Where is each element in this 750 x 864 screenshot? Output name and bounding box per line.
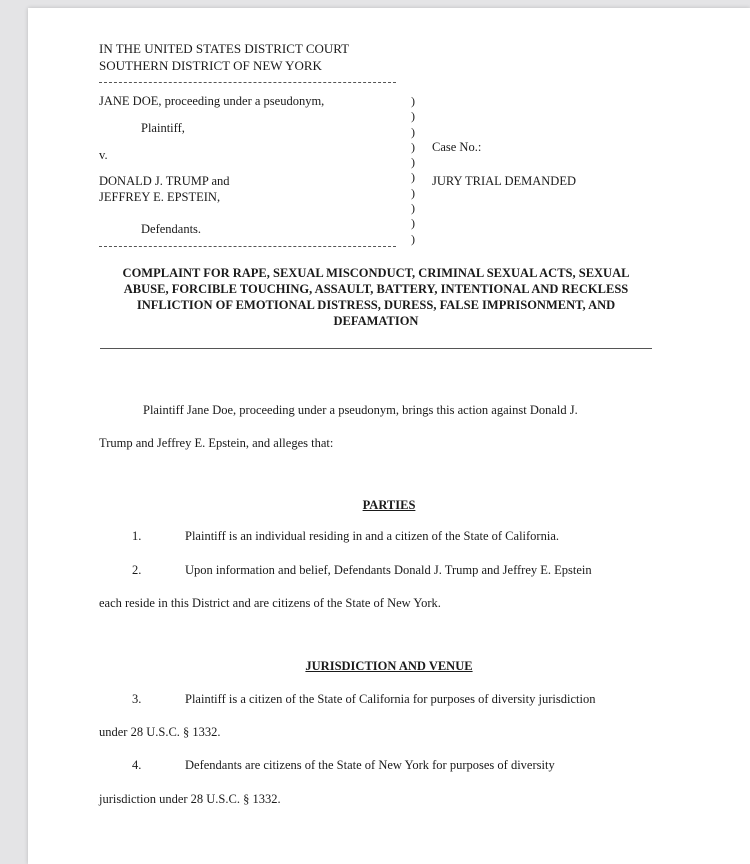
- paragraph-text: Plaintiff is an individual residing in and a citizen of the State of California.: [185, 529, 559, 543]
- paragraph-number: 4.: [132, 758, 142, 772]
- court-name: IN THE UNITED STATES DISTRICT COURT: [99, 41, 350, 56]
- paragraph-continuation: under 28 U.S.C. § 1332.: [99, 725, 221, 739]
- jury-trial-demand: JURY TRIAL DEMANDED: [432, 174, 576, 188]
- paragraph-continuation: jurisdiction under 28 U.S.C. § 1332.: [99, 792, 281, 806]
- case-number-label: Case No.:: [432, 140, 482, 154]
- defendant-trump: DONALD J. TRUMP and: [99, 174, 230, 188]
- paragraph-text: Plaintiff is a citizen of the State of California for purposes of diversity jurisdiction: [185, 692, 596, 706]
- plaintiff-role: Plaintiff,: [141, 121, 185, 135]
- paragraph-number: 1.: [132, 529, 142, 543]
- intro-line-2: Trump and Jeffrey E. Epstein, and alleges that:: [99, 436, 334, 450]
- defendant-epstein: JEFFREY E. EPSTEIN,: [99, 190, 221, 204]
- caption-top-divider: [99, 82, 396, 83]
- caption-parentheses: ) ) ) ) ) ) ) ) ) ): [411, 94, 415, 246]
- paragraph-continuation: each reside in this District and are citizens of the State of New York.: [99, 596, 441, 610]
- paragraph-text: Defendants are citizens of the State of New York for purposes of diversity: [185, 758, 555, 772]
- paragraph-number: 2.: [132, 563, 142, 577]
- paragraph-number: 3.: [132, 692, 142, 706]
- plaintiff-name: JANE DOE, proceeding under a pseudonym,: [99, 94, 325, 108]
- court-district: SOUTHERN DISTRICT OF NEW YORK: [99, 58, 322, 73]
- document-page: [28, 8, 750, 864]
- intro-line-1: Plaintiff Jane Doe, proceeding under a pseudonym, brings this action against Donald J.: [143, 403, 578, 417]
- title-rule: [100, 348, 652, 349]
- section-heading-jurisdiction: JURISDICTION AND VENUE: [305, 659, 473, 673]
- versus: v.: [99, 148, 108, 162]
- paragraph-text: Upon information and belief, Defendants Donald J. Trump and Jeffrey E. Epstein: [185, 563, 592, 577]
- complaint-title: COMPLAINT FOR RAPE, SEXUAL MISCONDUCT, CRIMINAL SEXUAL ACTS, SEXUAL ABUSE, FORCIBLE TOUCHING, ASSAULT, BATTERY, INTENTIONAL AND RECKLESS INFLICTION OF EMOTIONAL DISTRESS, DURESS, FALSE IMPRISONMENT, AND DEFAMATION: [122, 266, 630, 328]
- defendants-role: Defendants.: [141, 222, 202, 236]
- section-heading-parties: PARTIES: [362, 498, 416, 512]
- caption-bottom-divider: [99, 246, 396, 247]
